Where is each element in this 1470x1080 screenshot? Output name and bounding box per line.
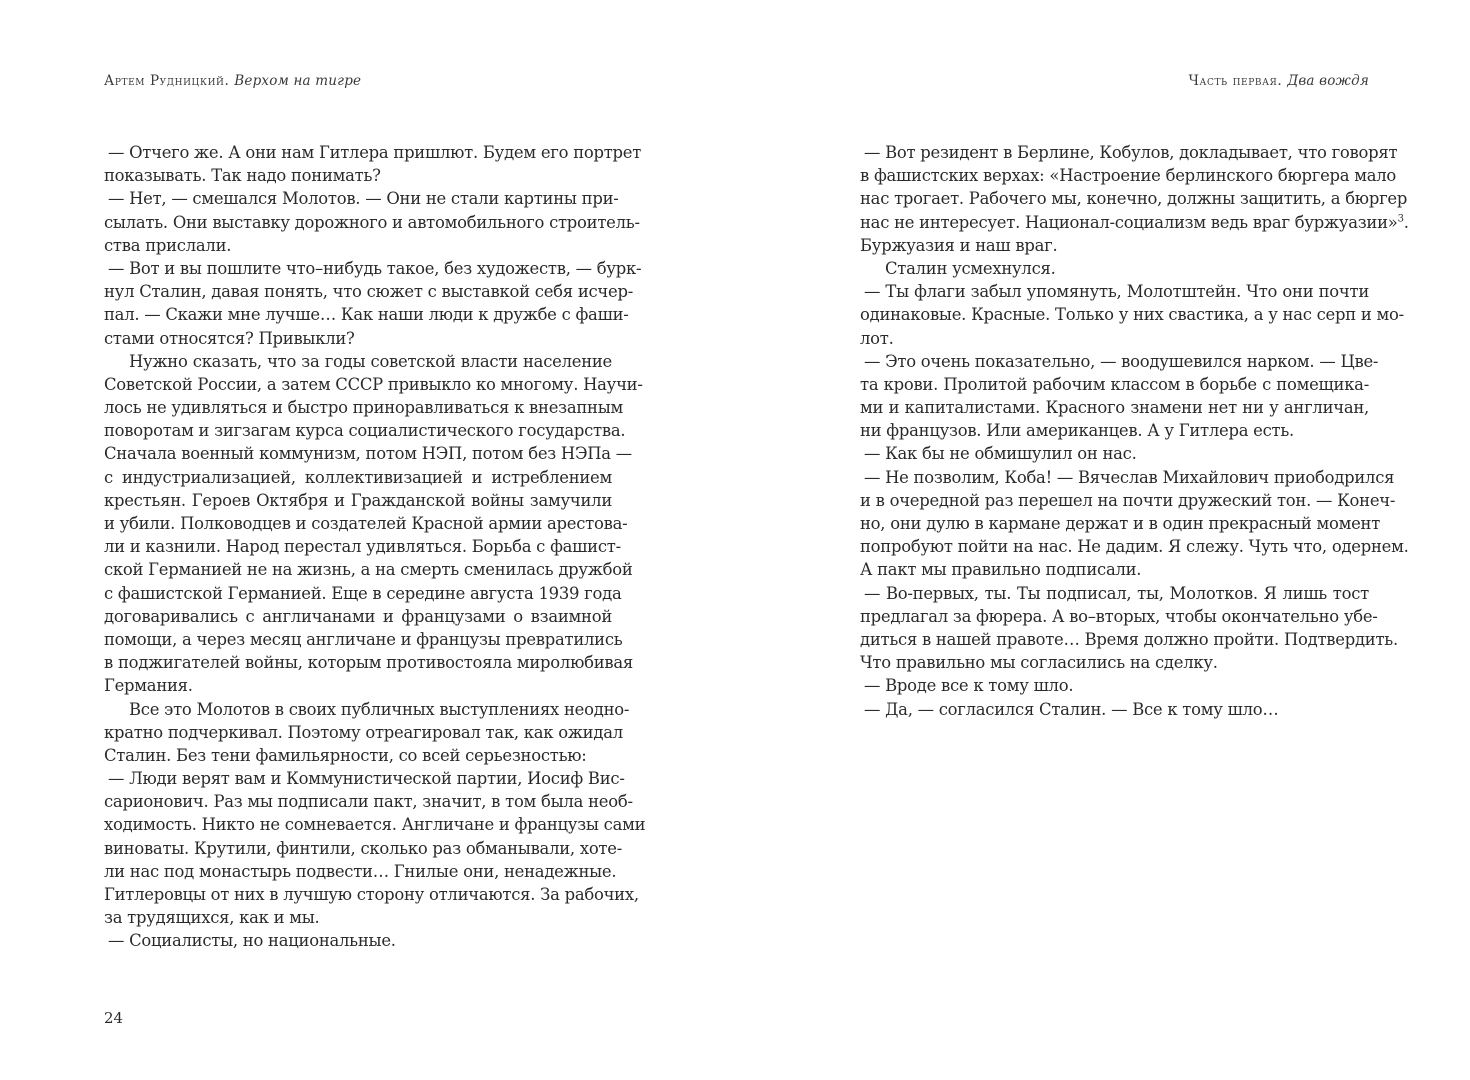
line-text: ства прислали. — [104, 235, 232, 255]
text-line — [860, 187, 1408, 210]
text-line — [104, 698, 630, 721]
text-line — [104, 141, 642, 164]
line-text: Сталин усмехнулся. — [885, 258, 1056, 278]
line-text: с фашистской Германией. Еще в середине августа 1939 года — [104, 583, 622, 603]
line-text: стами относятся? Привыкли? — [104, 328, 355, 348]
text-line — [104, 489, 612, 512]
text-line — [104, 582, 622, 605]
line-text: — Да, — согласился Сталин. — Все к тому шло… — [864, 699, 1279, 719]
running-head-right — [1189, 73, 1369, 89]
running-head-chapter-title: Два вождя — [1287, 73, 1369, 89]
text-line — [860, 419, 1369, 442]
line-text: лось не удивляться и быстро приноравливаться к внезапным — [104, 398, 623, 418]
line-text: — Вот резидент в Берлине, Кобулов, докладывает, что говорят — [864, 143, 1398, 162]
line-text: ни французов. Или американцев. А у Гитлера есть. — [860, 421, 1295, 441]
text-line — [860, 442, 1369, 465]
line-text: Буржуазия и наш враг. — [860, 235, 1058, 255]
line-text: ли нас под монастырь подвести… Гнилые они, ненадежные. — [104, 861, 617, 881]
text-line — [104, 883, 639, 906]
text-line: нас не интересует. Национал-социализм ведь враг буржуазии»$^3$. — [860, 212, 1409, 232]
text-line — [104, 280, 633, 303]
line-text: лот. — [860, 328, 894, 348]
text-line — [104, 211, 640, 234]
footnote-marker[interactable]: 3 — [1397, 213, 1404, 225]
line-text: договаривались с англичанами и французами о взаимной — [104, 606, 612, 626]
text-line — [104, 767, 625, 790]
line-text: — Вроде все к тому шло. — [864, 676, 1074, 696]
line-text: Гитлеровцы от них в лучшую сторону отличаются. За рабочих, — [104, 885, 639, 904]
text-line — [104, 303, 629, 326]
line-text: предлагал за фюрера. А во–вторых, чтобы окончательно убе- — [860, 606, 1378, 626]
line-text: ми и капиталистами. Красного знамени нет ни у англичан, — [860, 398, 1369, 418]
line-text: Что правильно мы согласились на сделку. — [860, 653, 1218, 673]
text-line — [860, 164, 1397, 187]
line-text: ли и казнили. Народ перестал удивляться. Борьба с фашист- — [104, 537, 621, 557]
text-line — [104, 535, 621, 558]
page-number: 24 — [104, 1009, 124, 1027]
line-text: ходимость. Никто не сомневается. Англичане и французы сами — [104, 815, 646, 835]
line-text: в поджигателей войны, которым противостояла миролюбивая — [104, 653, 633, 673]
line-text: диться в нашей правоте… Время должно пройти. Подтвердить. — [860, 629, 1398, 649]
running-head-book-title: Верхом на тигре — [234, 73, 362, 89]
text-line — [860, 373, 1369, 396]
text-line — [104, 860, 617, 883]
text-line — [104, 257, 642, 280]
line-text: помощи, а через месяц англичане и французы превратились — [104, 629, 623, 649]
line-text: виноваты. Крутили, финтили, сколько раз обманывали, хоте- — [104, 838, 622, 858]
line-text: ской Германией не на жизнь, а на смерть сменилась дружбой — [104, 560, 633, 580]
line-text: — Нет, — смешался Молотов. — Они не стали картины при- — [108, 189, 619, 209]
text-line — [860, 257, 1369, 280]
text-line — [860, 396, 1369, 419]
line-text: нул Сталин, давая понять, что сюжет с выставкой себя исчер- — [104, 282, 633, 302]
line-text: попробуют пойти на нас. Не дадим. Я слежу. Чуть что, одернем. — [860, 537, 1409, 557]
line-text: в фашистских верхах: «Настроение берлинского бюргера мало — [860, 166, 1397, 186]
running-head-left — [104, 73, 361, 89]
right-body-text — [860, 141, 1409, 721]
left-body-text — [104, 141, 646, 953]
text-line — [860, 582, 1369, 605]
line-text: — Это очень показательно, — воодушевился нарком. — Цве- — [864, 351, 1379, 371]
text-line — [860, 141, 1398, 164]
text-line — [104, 466, 612, 489]
line-text: крестьян. Героев Октября и Гражданской войны замучили — [104, 490, 612, 510]
text-line — [104, 605, 612, 628]
text-line — [860, 605, 1378, 628]
line-text: Нужно сказать, что за годы советской власти население — [129, 351, 612, 371]
text-line — [104, 419, 626, 442]
line-text: — Социалисты, но национальные. — [108, 931, 396, 951]
text-line — [104, 929, 612, 952]
text-line — [860, 698, 1369, 721]
text-line — [104, 558, 633, 581]
text-line — [104, 396, 623, 419]
line-text: одинаковые. Красные. Только у них свастика, а у нас серп и мо- — [860, 305, 1404, 325]
line-text: Германия. — [104, 676, 193, 696]
line-text: — Отчего же. А они нам Гитлера пришлют. Будем его портрет — [108, 143, 642, 162]
text-line — [860, 234, 1369, 257]
line-text: нас не интересует. Национал-социализм ведь враг буржуазии» — [860, 212, 1398, 232]
line-text: — Люди верят вам и Коммунистической партии, Иосиф Вис- — [108, 769, 625, 789]
text-line — [104, 164, 612, 187]
text-line — [860, 628, 1398, 651]
line-text: за трудящихся, как и мы. — [104, 908, 320, 928]
line-text: Советской России, а затем СССР привыкло ко многому. Научи- — [104, 374, 643, 394]
line-text: поворотам и зигзагам курса социалистического государства. — [104, 421, 626, 441]
line-text: нас трогает. Рабочего мы, конечно, должны защитить, а бюргер — [860, 189, 1408, 209]
text-line — [860, 303, 1404, 326]
text-line — [104, 628, 623, 651]
line-text: пал. — Скажи мне лучше… Как наши люди к дружбе с фаши- — [104, 305, 629, 325]
running-head-author: Артем Рудницкий. — [104, 73, 230, 89]
text-line — [860, 558, 1369, 581]
text-line — [860, 674, 1369, 697]
text-line — [104, 327, 612, 350]
text-line — [860, 512, 1381, 535]
line-text: Сталин. Без тени фамильярности, со всей серьезностью: — [104, 745, 587, 765]
line-text: та крови. Пролитой рабочим классом в борьбе с помещика- — [860, 374, 1369, 394]
line-text: Сначала военный коммунизм, потом НЭП, потом без НЭПа — — [104, 444, 632, 464]
line-text: — Как бы не обмишулил он нас. — [864, 444, 1137, 464]
text-line — [104, 790, 633, 813]
text-line — [104, 744, 612, 767]
text-line — [104, 512, 628, 535]
text-line — [104, 350, 612, 373]
text-line — [104, 442, 632, 465]
right-page — [860, 0, 1409, 1080]
text-line — [860, 350, 1379, 373]
line-text: сарионович. Раз мы подписали пакт, значит, в том была необ- — [104, 792, 633, 812]
text-line — [104, 187, 619, 210]
text-line — [104, 373, 643, 396]
text-line — [104, 674, 612, 697]
left-page — [104, 0, 646, 1080]
text-line — [104, 837, 622, 860]
text-line — [860, 466, 1395, 489]
text-line — [860, 651, 1369, 674]
line-text: и в очередной раз перешел на почти дружеский тон. — Конеч- — [860, 490, 1396, 510]
line-text: с индустриализацией, коллективизацией и истреблением — [104, 467, 612, 487]
text-line — [104, 906, 612, 929]
text-line — [860, 535, 1409, 558]
running-head-part: Часть первая. — [1188, 73, 1283, 89]
line-text: и убили. Полководцев и создателей Красной армии арестова- — [104, 514, 628, 533]
line-text: — Вот и вы пошлите что–нибудь такое, без художеств, — бурк- — [108, 258, 642, 278]
text-line — [860, 327, 1369, 350]
text-line — [104, 813, 646, 836]
text-line — [104, 721, 623, 744]
line-text: — Ты флаги забыл упомянуть, Молотштейн. Что они почти — [864, 282, 1369, 302]
text-line — [860, 280, 1369, 303]
line-text: — Во-первых, ты. Ты подписал, ты, Молотков. Я лишь тост — [864, 583, 1369, 603]
line-text: но, они дулю в кармане держат и в один прекрасный момент — [860, 514, 1381, 533]
line-text: — Не позволим, Коба! — Вячеслав Михайлович приободрился — [864, 467, 1395, 487]
line-text: А пакт мы правильно подписали. — [860, 560, 1142, 580]
text-line — [860, 489, 1396, 512]
text-line — [104, 234, 612, 257]
text-line — [104, 651, 633, 674]
line-text: Все это Молотов в своих публичных выступлениях неодно- — [129, 699, 630, 719]
line-text: сылать. Они выставку дорожного и автомобильного строитель- — [104, 212, 640, 232]
line-text: кратно подчеркивал. Поэтому отреагировал так, как ожидал — [104, 722, 623, 742]
line-text: показывать. Так надо понимать? — [104, 166, 381, 186]
